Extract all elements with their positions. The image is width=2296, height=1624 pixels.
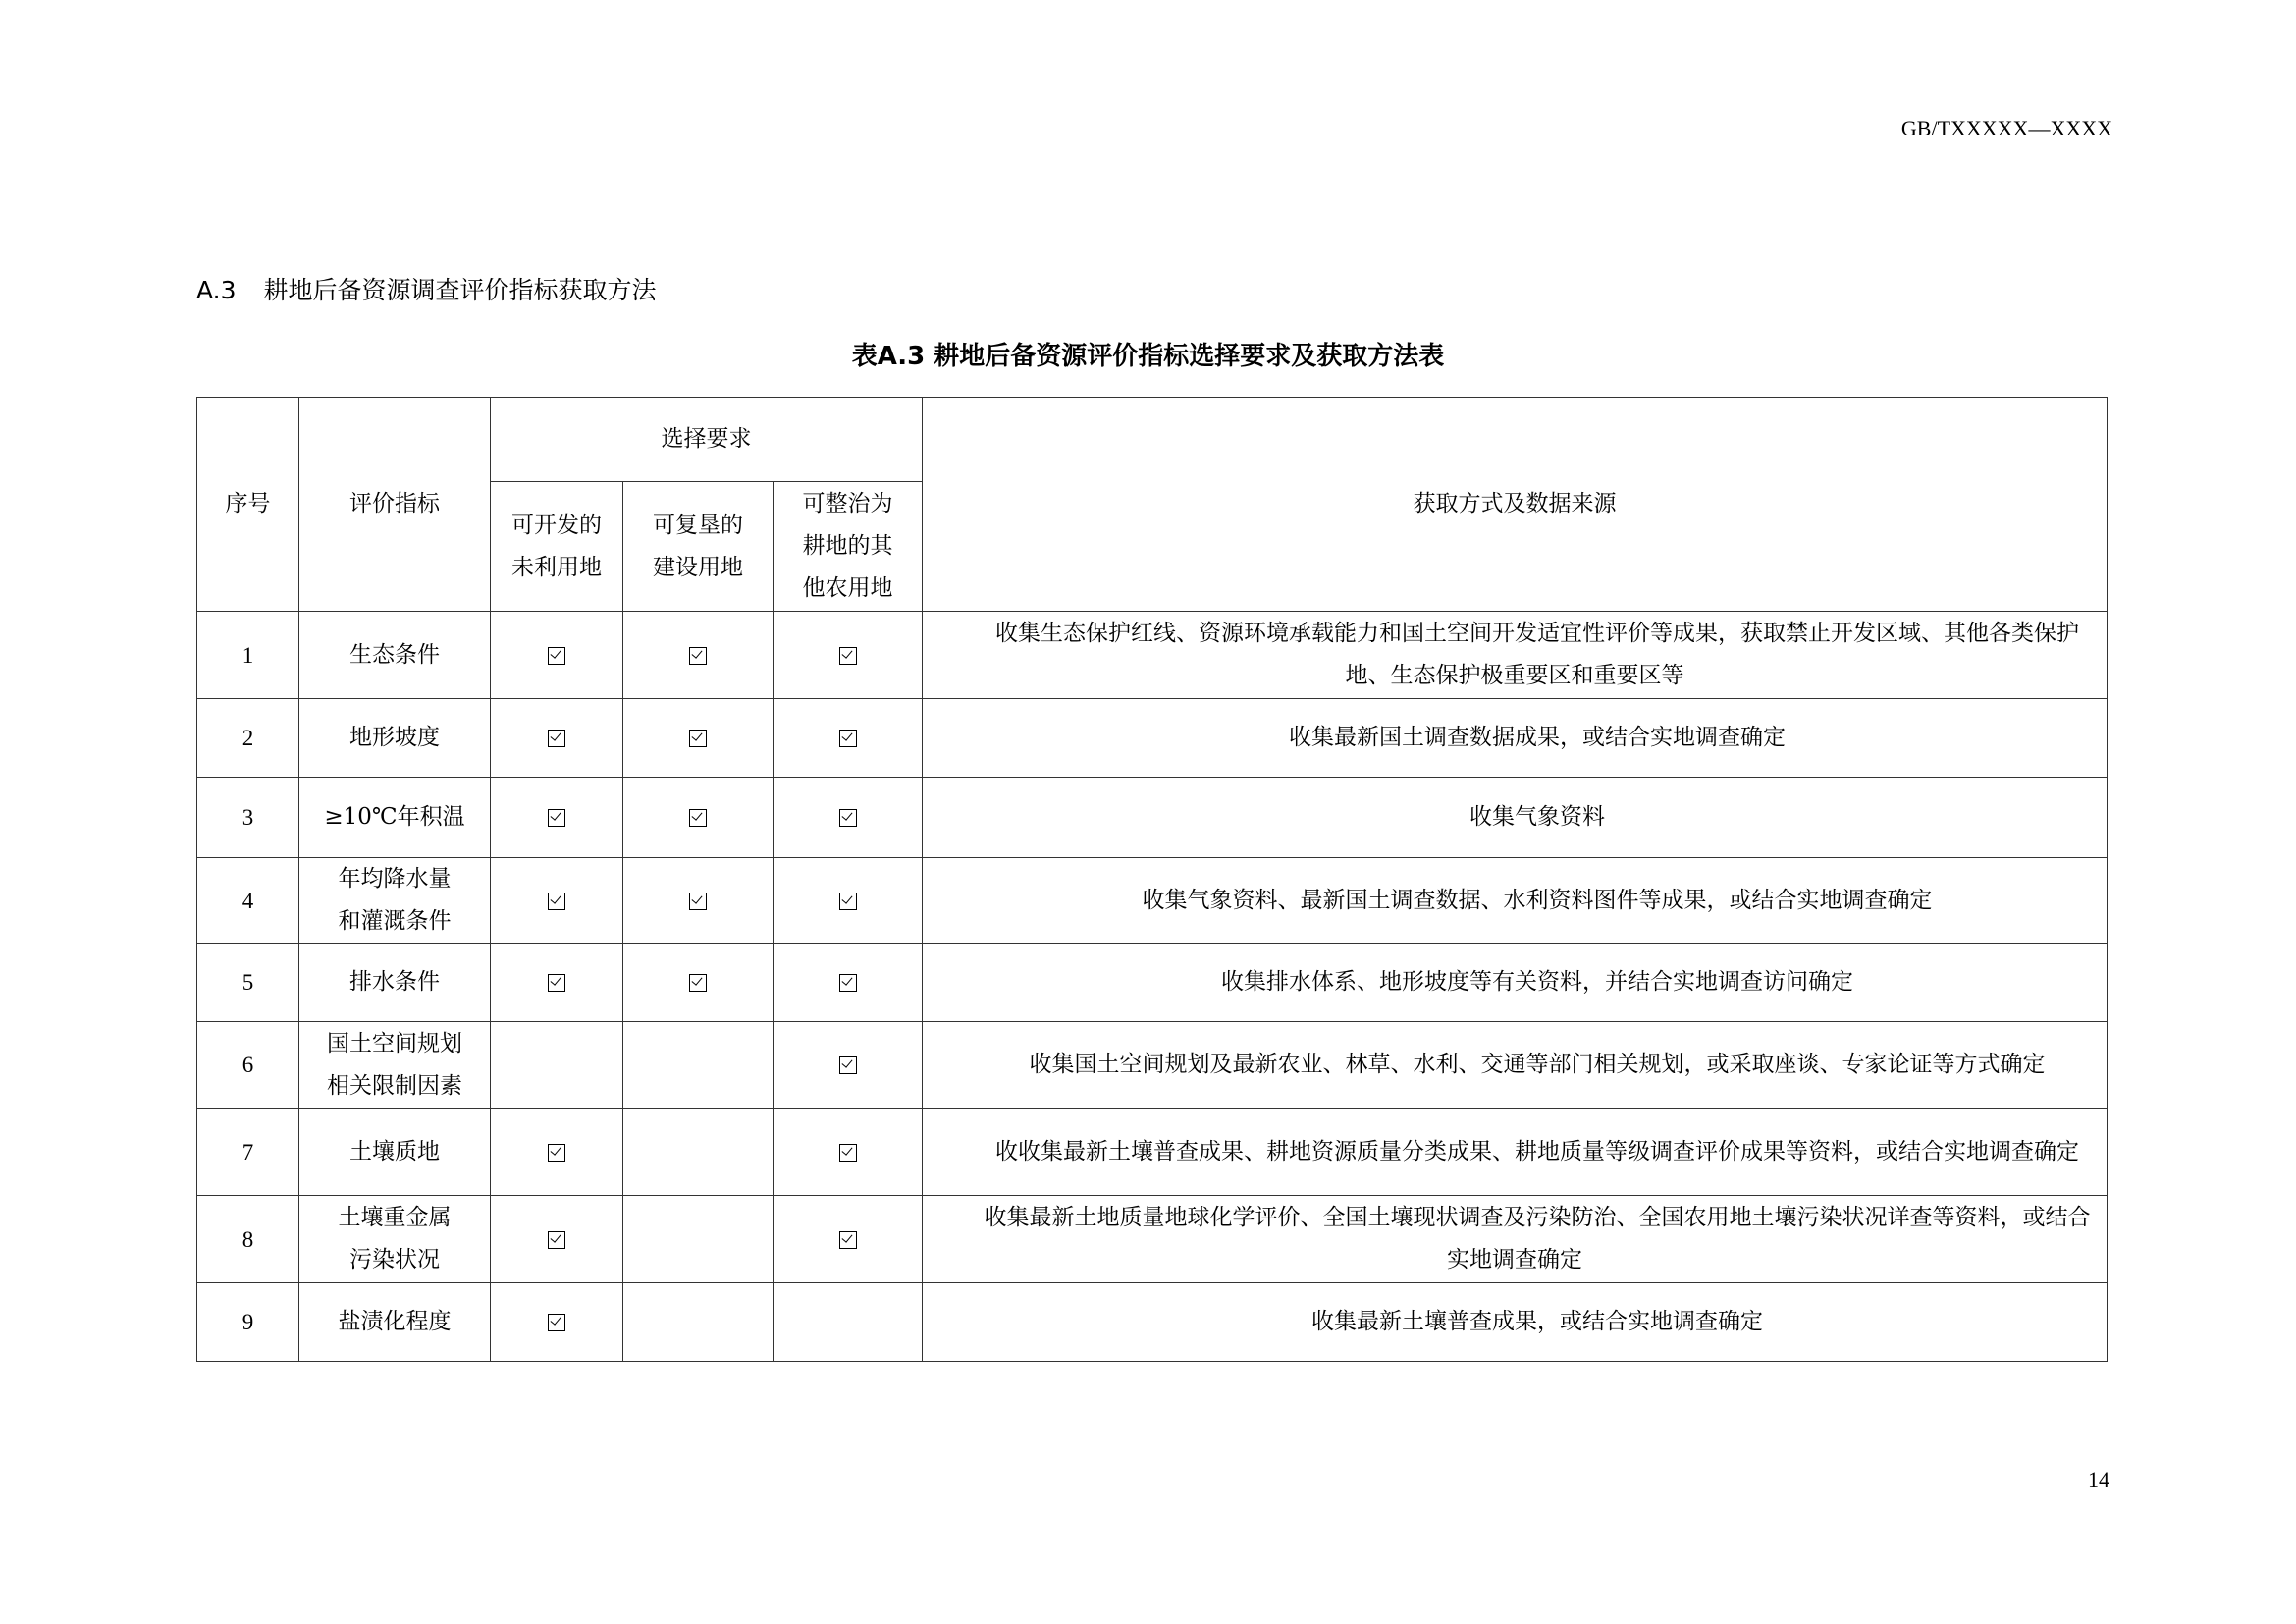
row-select-b [623, 778, 774, 858]
row-seq: 1 [197, 612, 299, 699]
header-col-b-line: 建设用地 [653, 554, 743, 580]
row-method-text: 收集最新国土调查数据成果，或结合实地调查确定 [1289, 725, 1786, 750]
header-col-a-line: 未利用地 [511, 554, 602, 580]
row-indicator-line: ≥10℃年积温 [324, 804, 465, 830]
row-method [923, 1283, 2108, 1362]
checkbox-checked-icon [839, 809, 857, 827]
row-select-a [491, 944, 623, 1022]
row-indicator [299, 778, 491, 858]
row-select-c [774, 858, 923, 944]
row-select-b [623, 1022, 774, 1109]
checkbox-checked-icon [839, 1056, 857, 1074]
row-method [923, 612, 2108, 699]
table-row [197, 778, 2108, 858]
checkbox-checked-icon [689, 893, 707, 910]
header-col-a [491, 482, 623, 612]
row-indicator [299, 699, 491, 778]
row-method-text: 收集气象资料 [1469, 804, 1605, 830]
row-select-c [774, 778, 923, 858]
row-indicator-line: 国土空间规划 [327, 1030, 462, 1056]
row-method-text: 收收集最新土壤普查成果、耕地资源质量分类成果、耕地质量等级调查评价成果等资料，或结合实地调查确定 [995, 1138, 2079, 1164]
section-heading [196, 271, 657, 306]
header-seq: 序号 [197, 398, 299, 612]
checkbox-checked-icon [839, 1144, 857, 1162]
row-select-c [774, 1022, 923, 1109]
checkbox-checked-icon [839, 730, 857, 747]
row-select-a [491, 699, 623, 778]
row-method-text: 收集生态保护红线、资源环境承载能力和国土空间开发适宜性评价等成果，获取禁止开发区域、其他各类保护地、生态保护极重要区和重要区等 [995, 621, 2079, 688]
row-select-b [623, 612, 774, 699]
row-seq: 5 [197, 944, 299, 1022]
row-select-c [774, 612, 923, 699]
checkbox-checked-icon [689, 974, 707, 992]
checkbox-checked-icon [689, 730, 707, 747]
checkbox-checked-icon [839, 893, 857, 910]
row-indicator [299, 1022, 491, 1109]
checkbox-checked-icon [548, 647, 565, 665]
table-row [197, 699, 2108, 778]
checkbox-checked-icon [548, 809, 565, 827]
row-indicator-line: 生态条件 [349, 641, 440, 668]
row-indicator [299, 1283, 491, 1362]
document-code: GB/TXXXXX—XXXX [1900, 116, 2112, 140]
row-method [923, 1109, 2108, 1196]
row-indicator-line: 地形坡度 [349, 725, 440, 750]
table-row [197, 858, 2108, 944]
section-title: 耕地后备资源调查评价指标获取方法 [263, 276, 657, 304]
row-indicator-line: 年均降水量 [338, 866, 452, 892]
row-select-b [623, 1109, 774, 1196]
table-row [197, 1196, 2108, 1283]
table-body [197, 612, 2108, 1362]
row-seq: 6 [197, 1022, 299, 1109]
row-indicator-line: 盐渍化程度 [338, 1309, 452, 1334]
checkbox-checked-icon [839, 647, 857, 665]
row-indicator-line: 土壤重金属 [338, 1205, 452, 1230]
row-method [923, 778, 2108, 858]
row-method-text: 收集最新土壤普查成果，或结合实地调查确定 [1311, 1309, 1763, 1334]
header-col-c [774, 482, 923, 612]
row-select-c [774, 1283, 923, 1362]
row-seq: 3 [197, 778, 299, 858]
row-indicator-line: 相关限制因素 [327, 1072, 462, 1099]
checkbox-checked-icon [839, 1231, 857, 1249]
checkbox-checked-icon [548, 893, 565, 910]
row-indicator [299, 858, 491, 944]
row-select-b [623, 1283, 774, 1362]
header-indicator: 评价指标 [299, 398, 491, 612]
row-method-text: 收集气象资料、最新国土调查数据、水利资料图件等成果，或结合实地调查确定 [1142, 887, 1933, 913]
table-row [197, 1283, 2108, 1362]
row-indicator [299, 1109, 491, 1196]
row-seq: 7 [197, 1109, 299, 1196]
header-col-b-line: 可复垦的 [653, 512, 743, 538]
table-row [197, 1109, 2108, 1196]
row-select-c [774, 1196, 923, 1283]
row-indicator [299, 1196, 491, 1283]
row-select-a [491, 1196, 623, 1283]
checkbox-checked-icon [548, 974, 565, 992]
row-method-text: 收集排水体系、地形坡度等有关资料，并结合实地调查访问确定 [1221, 969, 1853, 995]
header-col-c-line: 可整治为 [802, 491, 893, 516]
table-row [197, 612, 2108, 699]
row-select-b [623, 944, 774, 1022]
header-col-c-line: 耕地的其 [802, 533, 893, 559]
row-seq: 4 [197, 858, 299, 944]
row-select-b [623, 699, 774, 778]
row-select-c [774, 699, 923, 778]
row-method [923, 858, 2108, 944]
row-method [923, 944, 2108, 1022]
row-method-text: 收集国土空间规划及最新农业、林草、水利、交通等部门相关规划，或采取座谈、专家论证等方式确定 [1029, 1052, 2046, 1077]
row-seq: 9 [197, 1283, 299, 1362]
row-indicator-line: 和灌溉条件 [338, 908, 452, 934]
row-indicator-line: 污染状况 [349, 1247, 440, 1272]
page-number: 14 [2088, 1467, 2109, 1491]
header-col-a-line: 可开发的 [511, 512, 602, 538]
row-select-b [623, 858, 774, 944]
row-select-b [623, 1196, 774, 1283]
row-seq: 8 [197, 1196, 299, 1283]
row-select-a [491, 778, 623, 858]
checkbox-checked-icon [839, 974, 857, 992]
row-select-a [491, 1283, 623, 1362]
row-select-a [491, 1022, 623, 1109]
checkbox-checked-icon [548, 1231, 565, 1249]
table-title: 表A.3 耕地后备资源评价指标选择要求及获取方法表 [851, 342, 1445, 371]
header-method: 获取方式及数据来源 [923, 398, 2108, 612]
row-method [923, 699, 2108, 778]
row-select-c [774, 1109, 923, 1196]
checkbox-checked-icon [548, 1144, 565, 1162]
row-method-text: 收集最新土地质量地球化学评价、全国土壤现状调查及污染防治、全国农用地土壤污染状况详查等资料，或结合实地调查确定 [984, 1205, 2091, 1272]
checkbox-checked-icon [689, 647, 707, 665]
header-selection: 选择要求 [491, 398, 923, 482]
row-method [923, 1196, 2108, 1283]
row-select-a [491, 858, 623, 944]
row-indicator-line: 土壤质地 [349, 1138, 440, 1164]
checkbox-checked-icon [689, 809, 707, 827]
row-indicator-line: 排水条件 [349, 969, 440, 995]
row-select-a [491, 1109, 623, 1196]
indicator-table [196, 397, 2108, 1362]
row-indicator [299, 944, 491, 1022]
section-number: A.3 [196, 276, 237, 304]
header-col-b [623, 482, 774, 612]
row-seq: 2 [197, 699, 299, 778]
row-select-c [774, 944, 923, 1022]
checkbox-checked-icon [548, 1314, 565, 1331]
row-select-a [491, 612, 623, 699]
row-indicator [299, 612, 491, 699]
table-row [197, 1022, 2108, 1109]
header-col-c-line: 他农用地 [802, 575, 893, 601]
row-method [923, 1022, 2108, 1109]
table-row [197, 944, 2108, 1022]
checkbox-checked-icon [548, 730, 565, 747]
